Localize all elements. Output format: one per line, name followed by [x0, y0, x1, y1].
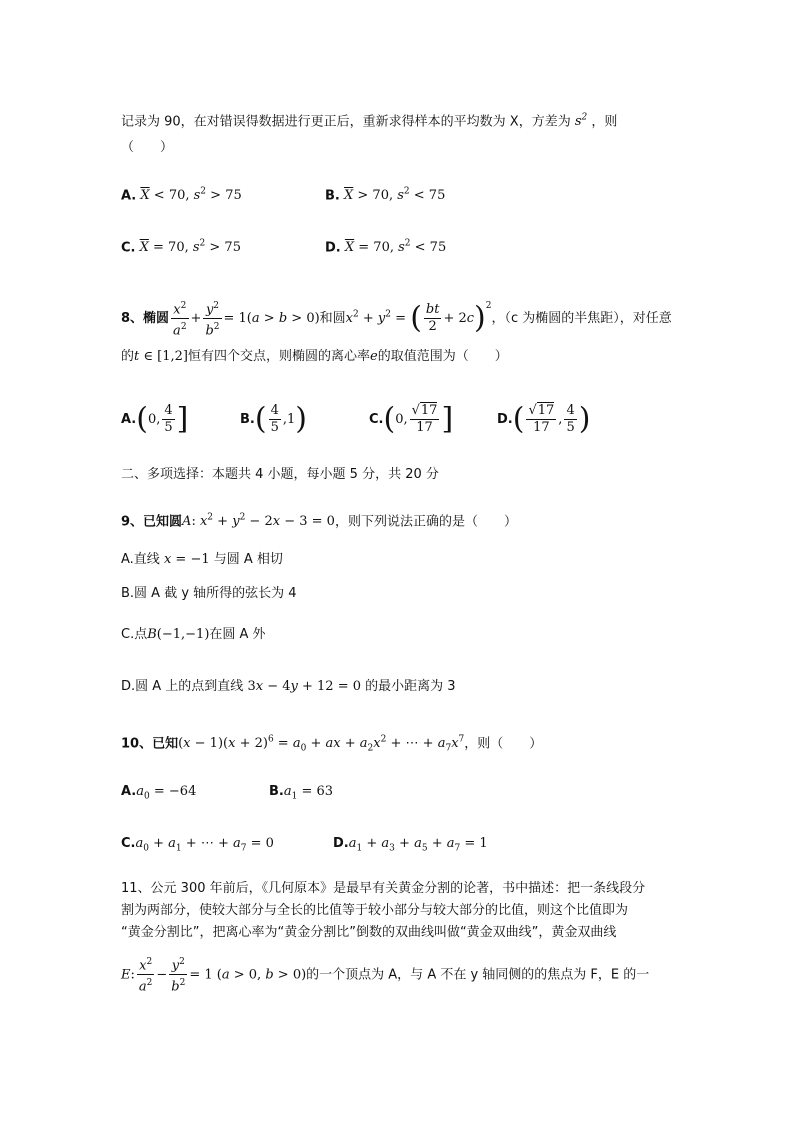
q7-stem-tail: ，则 [591, 114, 618, 130]
q8-frac-bt-2: $\frac{bt}{2}$ [425, 302, 440, 334]
q8-frac-4-5-b: $\frac{4}{5}$ [270, 403, 279, 435]
q8-t-range: t ∈ [1,2] [134, 349, 188, 364]
q8-option-a[interactable]: A.(0, $\frac{4}{5}$ ] [121, 401, 189, 437]
q7-variance-symbol: $s^2$ [574, 113, 588, 130]
section-2-heading: 二、多项选择：本题共 4 小题，每小题 5 分，共 20 分 [121, 467, 439, 482]
q7-stem-text: 记录为 90，在对错误得数据进行更正后，重新求得样本的平均数为 X，方差为 [121, 114, 571, 130]
q8-option-b[interactable]: B.( $\frac{4}{5}$ ,1) [240, 401, 307, 437]
q10-expansion-eq: $(x - 1)(x + 2)^6 = a_0$ + ax + $a_2x^2$ + ⋯ + $a_7x^7$ [178, 735, 465, 754]
q8-option-d[interactable]: D.( $\frac{√17}{17}$ , $\frac{4}{5}$ ) [497, 401, 591, 437]
q11-frac-x2-a2: $\frac{x^2}{a^2}$ [137, 954, 155, 996]
q10-option-a-math: $a_0 = -64$ [136, 784, 197, 802]
q9-circle-eq: A: $x^2 + y^2 - 2x - 3 = 0$ [182, 513, 335, 530]
q7-answer-paren: （ ） [121, 140, 174, 155]
q9-option-d[interactable]: D.圆 A 上的点到直线 3x − 4y + 12 = 0 的最小距离为 3 [121, 679, 456, 694]
q11-line-1: 11、公元 300 年前后，《几何原本》是最早有关黄金分割的论著，书中描述：把一条线段分 [121, 881, 646, 896]
q9-point-b: B(−1,−1) [147, 627, 210, 642]
q7-option-c-math: $\overline{X} = 70$, $s^2 > 75$ [139, 239, 241, 256]
q9-stem-line: 9、已知圆A: $x^2 + y^2 - 2x - 3 = 0$，则下列说法正确的是（ ） [121, 513, 517, 530]
q11-line-2: 割为两部分，使较大部分与全长的比值等于较小部分与较大部分的比值，则这个比值即为 [121, 903, 629, 918]
q8-frac-y2-b2: $\frac{y^2}{b^2}$ [203, 298, 221, 340]
q9-option-a[interactable]: A.直线 x = −1 与圆 A 相切 [121, 552, 283, 567]
q7-option-b-math: $\overline{X} > 70$, $s^2 < 75$ [344, 187, 446, 204]
q9-option-c[interactable]: C.点B(−1,−1)在圆 A 外 [121, 627, 266, 642]
q10-option-c-math: $a_0 + a_1$ + ⋯ + $a_7 = 0$ [135, 836, 274, 854]
q8-stem-line: 8、椭圆 $\frac{x^2}{a^2}$ + $\frac{y^2}{b^2}$ = 1(a > b > 0)和圆$x^2 + y^2$ = ( $\frac{bt}{2}$ + 2c)$^2$，（c 为椭圆的半焦距），对任意 [121, 288, 672, 339]
q11-frac-y2-b2: $\frac{y^2}{b^2}$ [169, 954, 187, 996]
q8-circle-eq: $x^2 + y^2$ = [345, 309, 411, 326]
q10-option-d-math: $a_1 + a_3 + a_5 + a_7 = 1$ [348, 836, 488, 854]
q9-line-eq: x = −1 [163, 552, 214, 567]
q8-frac-x2-a2: $\frac{x^2}{a^2}$ [171, 298, 189, 340]
q10-stem-line: 10、已知$(x - 1)(x + 2)^6 = a_0$ + ax + $a_2x^2$ + ⋯ + $a_7x^7$，则（ ） [121, 735, 543, 754]
q10-option-b[interactable]: $B.a_1 = 63$ [269, 784, 334, 802]
q11-hyperbola-eq: E: [121, 967, 135, 983]
q7-option-a[interactable]: A. $\overline{X} < 70$, $s^2 > 75$ [121, 187, 242, 204]
q8-ellipse-condition: = 1(a > b > 0) [223, 311, 320, 326]
q8-e-symbol: e [369, 349, 378, 364]
q10-option-a[interactable]: $A.a_0 = -64$ [121, 784, 197, 802]
q9-line-eq-d: 3x − 4y + 12 = 0 [243, 679, 366, 694]
q7-option-d[interactable]: D. $\overline{X} = 70$, $s^2 < 75$ [325, 239, 447, 256]
q11-condition: = 1 (a > 0, b > 0) [189, 967, 307, 983]
q8-stem-line-2: 的t ∈ [1,2]恒有四个交点，则椭圆的离心率e的取值范围为（ ） [121, 349, 508, 364]
q11-line-3: “黄金分割比”，把离心率为“黄金分割比”倒数的双曲线叫做“黄金双曲线”，黄金双曲线 [121, 925, 617, 940]
q10-option-d[interactable]: $D.a_1 + a_3 + a_5 + a_7 = 1$ [333, 836, 488, 854]
q10-option-c[interactable]: $C.a_0 + a_1$ + ⋯ + $a_7 = 0$ [121, 836, 274, 854]
q9-option-b[interactable]: B.圆 A 截 y 轴所得的弦长为 4 [121, 586, 297, 601]
q10-option-b-math: $a_1 = 63$ [283, 784, 334, 802]
q8-frac-sqrt17-17-d: $\frac{√17}{17}$ [528, 403, 555, 435]
q8-frac-4-5-d: $\frac{4}{5}$ [566, 403, 575, 435]
q7-option-c[interactable]: C. $\overline{X} = 70$, $s^2 > 75$ [121, 239, 241, 256]
q7-option-b[interactable]: B. $\overline{X} > 70$, $s^2 < 75$ [325, 187, 446, 204]
q7-option-d-math: $\overline{X} = 70$, $s^2 < 75$ [344, 239, 447, 256]
q8-frac-sqrt17-17-c: $\frac{√17}{17}$ [411, 403, 438, 435]
q7-stem-line [121, 108, 617, 132]
q8-option-c[interactable]: C.(0, $\frac{√17}{17}$ ] [369, 401, 454, 437]
q11-line-4: E: $\frac{x^2}{a^2}$ − $\frac{y^2}{b^2}$ = 1 (a > 0, b > 0)的一个顶点为 A，与 A 不在 y 轴同侧的的焦点为 F，E 的一 [121, 954, 649, 996]
q8-note: ，（c 为椭圆的半焦距），对任意 [491, 311, 672, 326]
q7-option-a-math: $\overline{X} < 70$, $s^2 > 75$ [140, 187, 242, 204]
q8-frac-4-5-a: $\frac{4}{5}$ [164, 403, 173, 435]
